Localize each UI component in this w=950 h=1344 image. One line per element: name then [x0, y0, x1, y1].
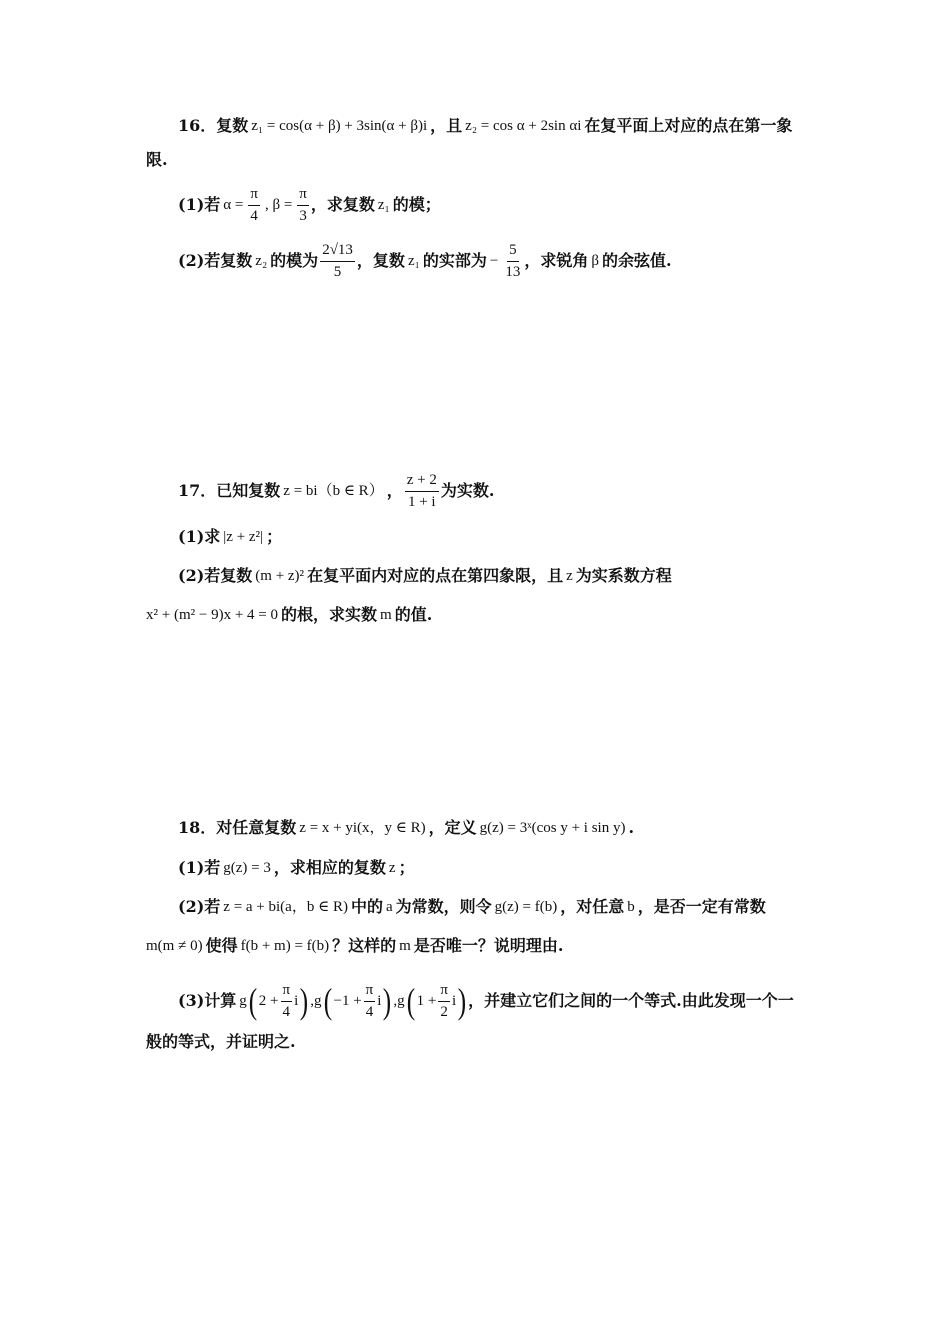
q16-z2-expression: z₂ = cos α + 2sin αi [465, 117, 582, 134]
q18-part2-line2: m(m ≠ 0) 使得 f(b + m) = f(b) ？这样的 m 是否唯一？说明理由. [146, 936, 564, 955]
q16-part1: (1)若 α = $\frac{\pi}{4}$ , β = $\frac{\pi}{3}$ ，求复数 z₁ 的模； [178, 186, 441, 224]
q18-stem: 18． 对任意复数 z = x + yi(x，y ∈ R) ，定义 g(z) = 3ˣ(cos y + i sin y) . [178, 818, 635, 837]
q17-part1: (1)求 |z + z²| ； [178, 527, 283, 546]
q18-g3-fraction: $\frac{\pi}{2}$ [440, 982, 448, 1020]
q16-real-part-fraction: $\frac{5}{13}$ [505, 242, 521, 280]
q16-stem-line1: 16． 复数 z₁ = cos(α + β) + 3sin(α + β)i ，且 z₂ = cos α + 2sin αi 在复平面上对应的点在第一象 [178, 116, 793, 135]
q18-part2-line1: (2)若 z = a + bi(a，b ∈ R) 中的 a 为常数，则令 g(z) = f(b) ，对任意 b ，是否一定有常数 [178, 897, 766, 916]
q18-z-expression: z = x + yi(x，y ∈ R) [299, 819, 426, 836]
q17-stem: 17． 已知复数 z = bi（b ∈ R） ， $\frac{z + 2}{1 + i}$ 为实数. [178, 472, 495, 510]
q18-part1: (1)若 g(z) = 3 ，求相应的复数 z ； [178, 858, 415, 877]
q18-g-definition: g(z) = 3ˣ(cos y + i sin y) [479, 819, 626, 836]
q17-part2-line1: (2)若复数 (m + z)² 在复平面内对应的点在第四象限，且 z 为实系数方程 [178, 566, 672, 585]
q18-part3-line1: (3)计算 g ( 2 + $\frac{\pi}{4}$ i ) , g ( −1 + $\frac{\pi}{4}$ i ) , g ( 1 + $\frac{\pi}{2}$ i ) ，并建立它们之间的一个等式.由此发现一个一 [178, 981, 794, 1021]
q17-fraction: $\frac{z + 2}{1 + i}$ [406, 472, 437, 510]
q16-beta-fraction: $\frac{\pi}{3}$ [299, 186, 307, 224]
q18-number: 18． [178, 818, 217, 837]
q18-g1-fraction: $\frac{\pi}{4}$ [282, 982, 291, 1020]
q16-number: 16． [178, 116, 217, 135]
q16-stem-line2: 限. [146, 150, 168, 169]
q17-part2-line2: x² + (m² − 9)x + 4 = 0 的根，求实数 m 的值. [146, 605, 433, 624]
q17-number: 17． [178, 481, 217, 500]
q16-modulus-fraction: $\frac{2√13}{5}$ [322, 242, 353, 280]
q18-g2-fraction: $\frac{\pi}{4}$ [365, 982, 374, 1020]
q18-part3-line2: 般的等式，并证明之. [146, 1032, 296, 1051]
q16-alpha-fraction: $\frac{\pi}{4}$ [250, 186, 258, 224]
q17-z-expression: z = bi（b ∈ R） [283, 482, 384, 499]
q16-z1-expression: z₁ = cos(α + β) + 3sin(α + β)i [251, 117, 428, 134]
q16-part2: (2)若复数 z₂ 的模为 $\frac{2√13}{5}$ ，复数 z₁ 的实部为 − $\frac{5}{13}$ ，求锐角 β 的余弦值. [178, 242, 672, 280]
q17-equation: x² + (m² − 9)x + 4 = 0 [146, 606, 278, 623]
